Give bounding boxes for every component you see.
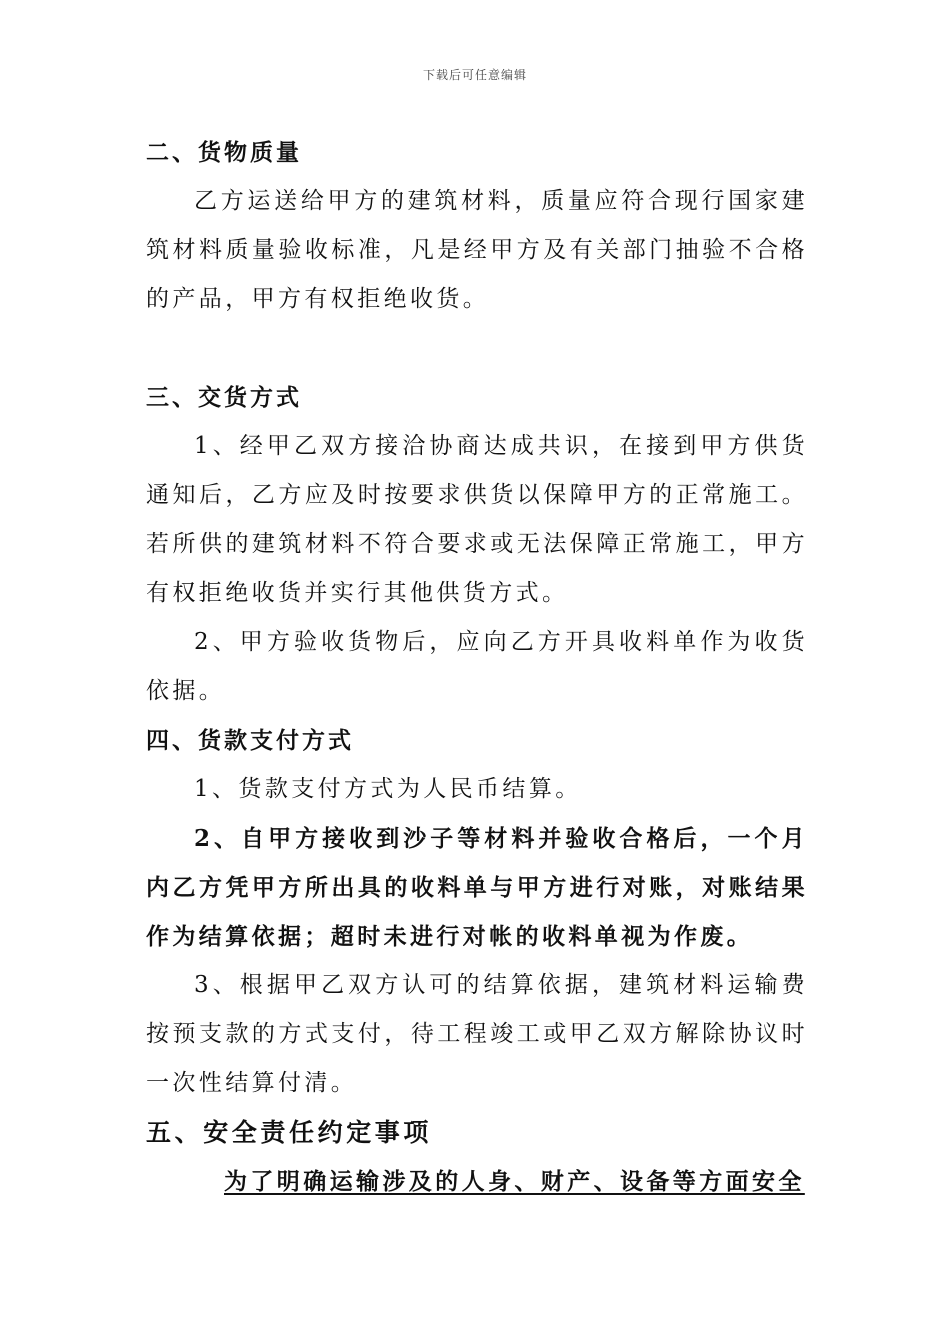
- section-heading-quality: 二、货物质量: [146, 139, 302, 166]
- section-heading-payment: 四、货款支付方式: [146, 727, 354, 754]
- paragraph-payment-2: 2、自甲方接收到沙子等材料并验收合格后，一个月内乙方凭甲方所出具的收料单与甲方进行对账，对账结果作为结算依据；超时未进行对帐的收料单视为作废。: [146, 825, 808, 950]
- paragraph-safety-1-text: 为了明确运输涉及的人身、财产、设备等方面安全: [224, 1168, 805, 1195]
- paragraph-quality: 乙方运送给甲方的建筑材料，质量应符合现行国家建筑材料质量验收标准，凡是经甲方及有关部门抽验不合格的产品，甲方有权拒绝收货。: [146, 188, 808, 312]
- paragraph-payment-1: 1、货款支付方式为人民币结算。: [194, 776, 582, 802]
- document-body: [146, 128, 808, 1206]
- paragraph-delivery-2: 2、甲方验收货物后，应向乙方开具收料单作为收货依据。: [146, 629, 808, 704]
- paragraph-payment-3: 3、根据甲乙双方认可的结算依据，建筑材料运输费按预支款的方式支付，待工程竣工或甲乙双方解除协议时一次性结算付清。: [146, 972, 808, 1096]
- paragraph-safety-1: [146, 1157, 808, 1206]
- section-heading-delivery: 三、交货方式: [146, 384, 302, 411]
- spacer: [146, 324, 808, 373]
- underline-lead: [194, 1157, 224, 1206]
- paragraph-delivery-1: 1、经甲乙双方接洽协商达成共识，在接到甲方供货通知后，乙方应及时按要求供货以保障甲方的正常施工。若所供的建筑材料不符合要求或无法保障正常施工，甲方有权拒绝收货并实行其他供货方式。: [146, 433, 808, 606]
- section-heading-safety: 五、安全责任约定事项: [146, 1118, 433, 1147]
- header-note: 下载后可任意编辑: [422, 68, 527, 82]
